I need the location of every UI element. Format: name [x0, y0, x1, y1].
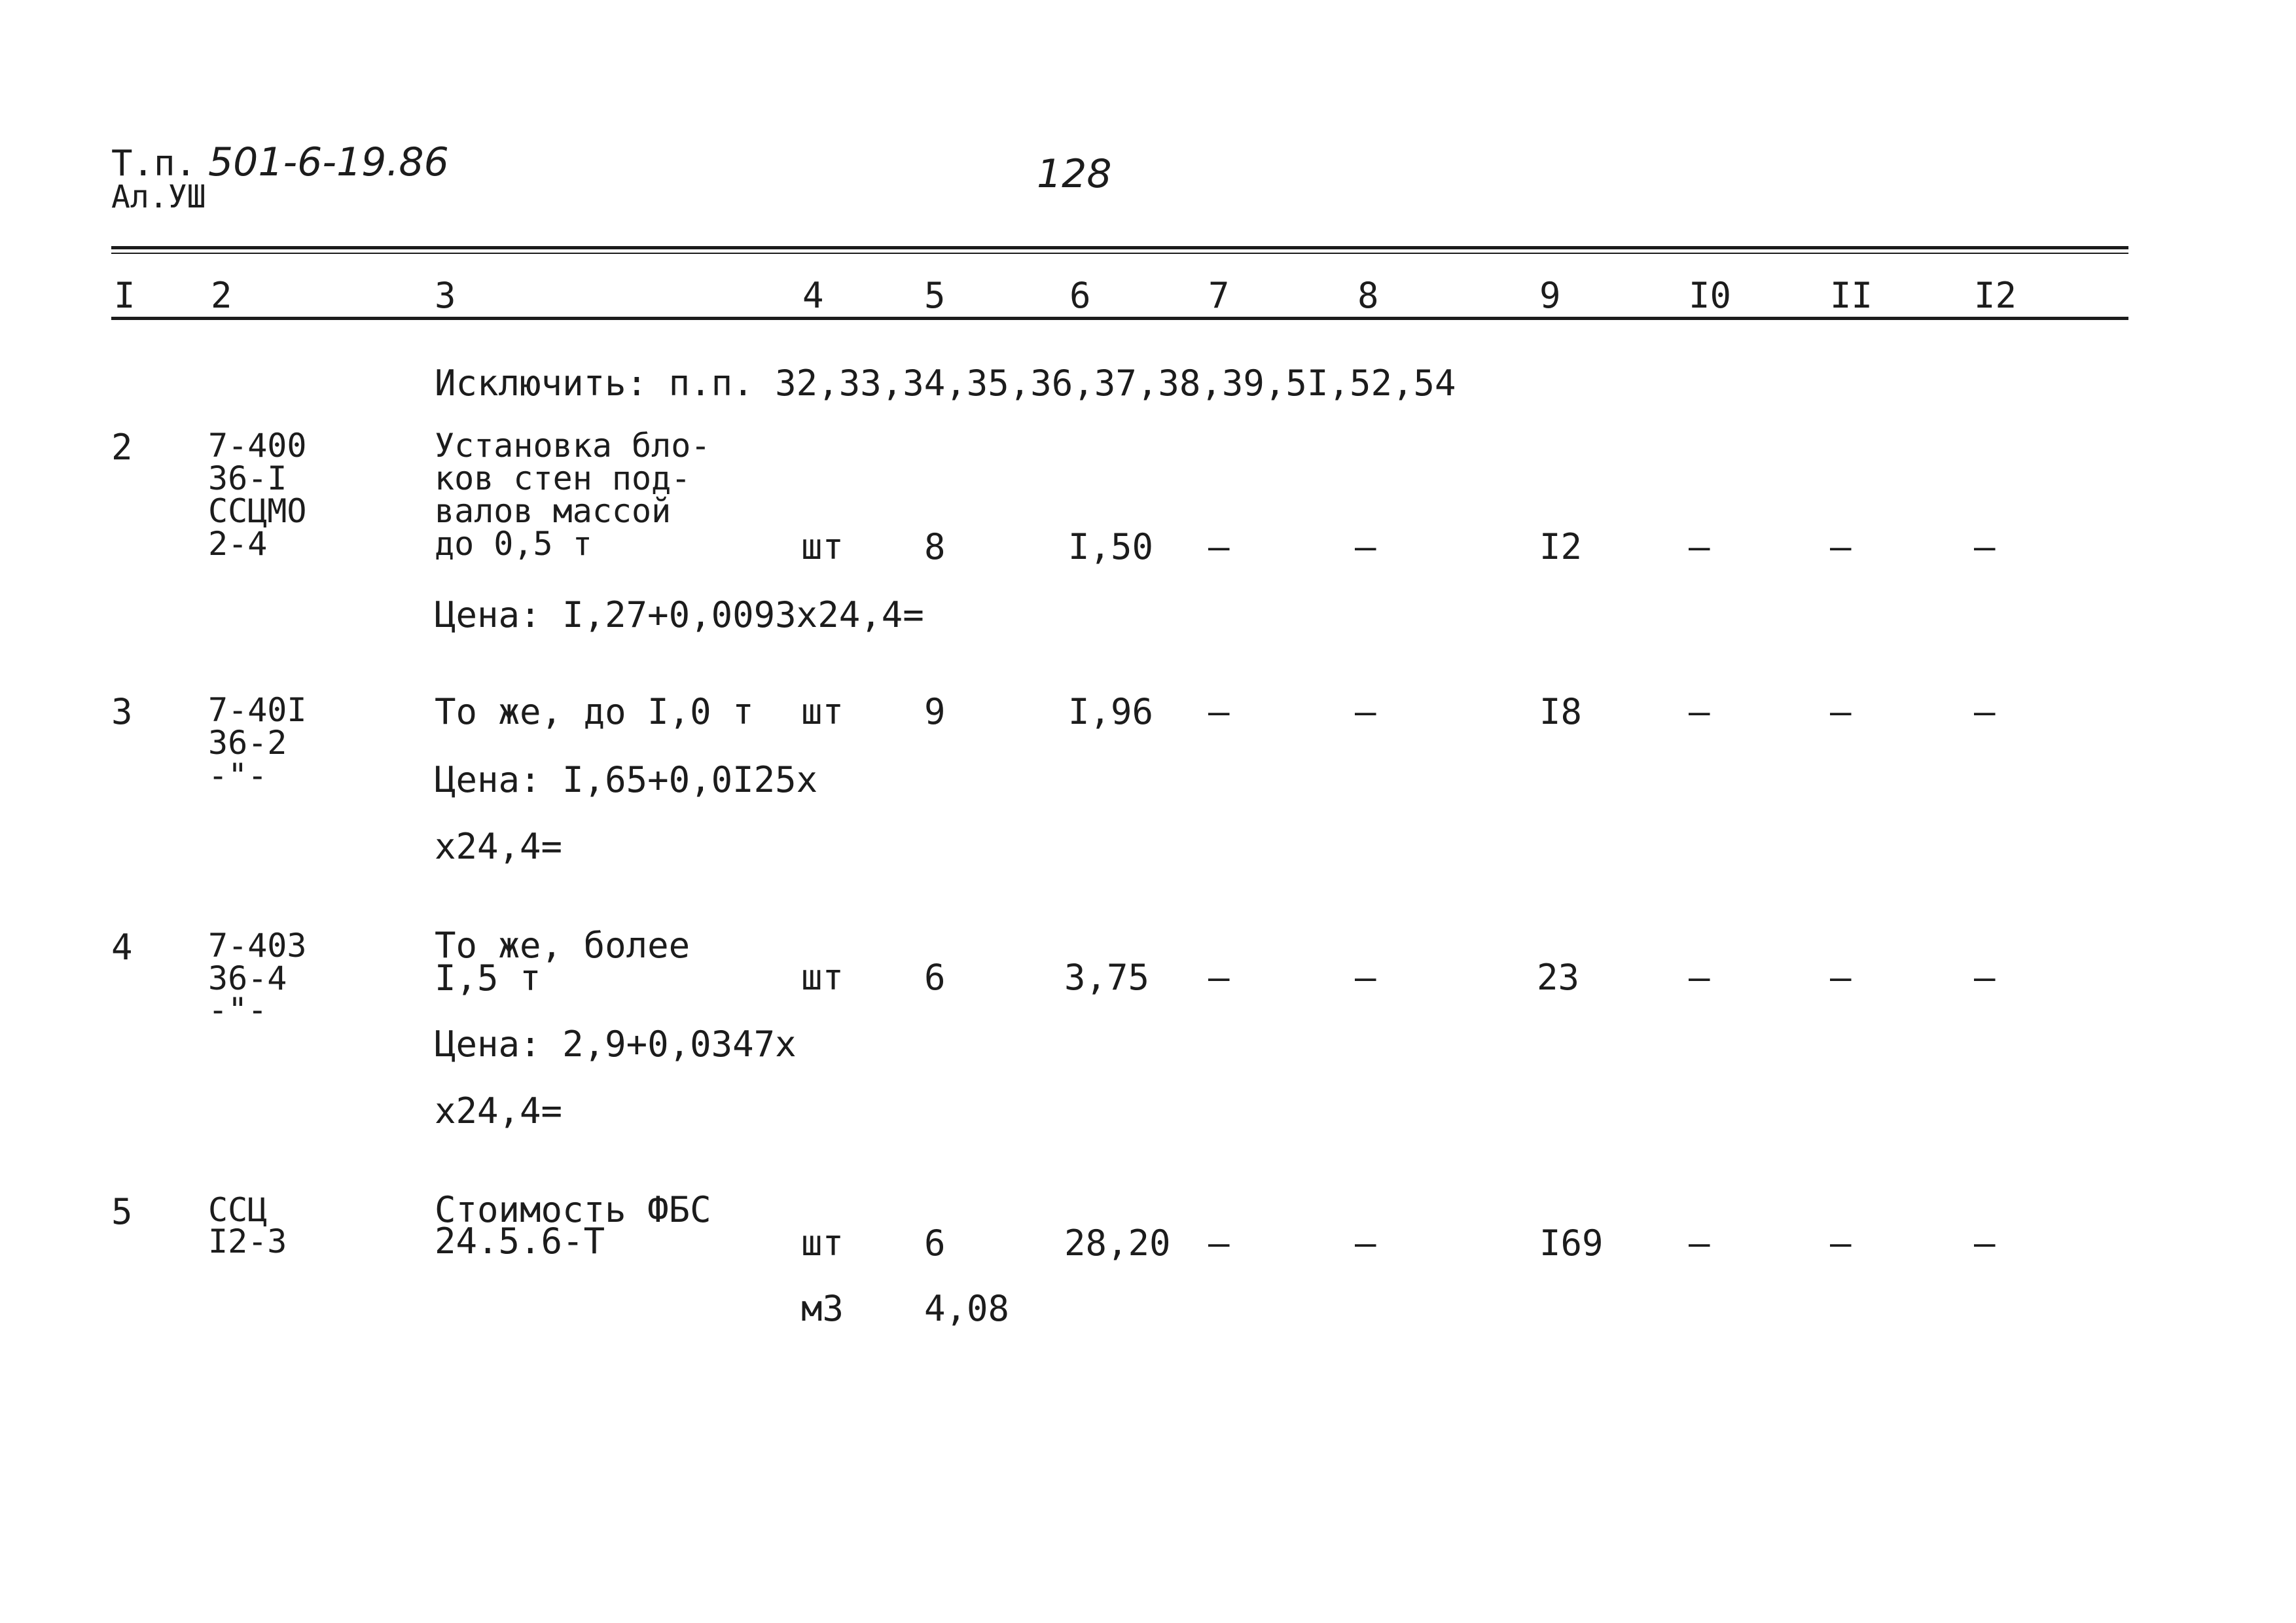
row-number: 4	[111, 927, 133, 968]
row-price: 3,75	[1064, 957, 1150, 998]
row-price-note: Цена: I,27+0,0093х24,4=	[435, 594, 924, 635]
row-desc-line: Установка бло-	[435, 427, 711, 465]
row-number: 2	[111, 427, 133, 468]
row-qty: 6	[924, 1222, 946, 1264]
column-header: I0	[1689, 275, 1732, 316]
column-header: 2	[211, 275, 232, 316]
row-col10: –	[1689, 691, 1710, 732]
column-header: 3	[435, 275, 456, 316]
row-desc-line: I,5 т	[435, 957, 541, 999]
row-col11: –	[1830, 957, 1852, 998]
row-desc-line: ков стен под-	[435, 459, 691, 497]
row-desc-line: 24.5.6-Т	[435, 1221, 605, 1262]
row-unit-secondary: м3	[801, 1288, 844, 1329]
row-unit: шт	[801, 1222, 844, 1264]
doc-tp-label: Т.п.	[111, 143, 197, 184]
row-desc-line: валов массой	[435, 492, 672, 530]
row-unit: шт	[801, 526, 844, 567]
row-col9: I69	[1539, 1222, 1604, 1264]
row-price-note: Цена: 2,9+0,0347х	[435, 1024, 797, 1065]
row-col12: –	[1974, 691, 1996, 732]
row-price-note: Цена: I,65+0,0I25х	[435, 759, 818, 800]
column-header: 8	[1357, 275, 1379, 316]
row-col12: –	[1974, 526, 1996, 567]
row-col9: I8	[1539, 691, 1583, 732]
row-col8: –	[1355, 691, 1376, 732]
page-number: 128	[1037, 151, 1112, 197]
row-price: I,50	[1068, 526, 1154, 567]
column-header: I2	[1974, 275, 2017, 316]
album-label: Ал.УШ	[111, 179, 206, 215]
column-header-rule	[111, 317, 2128, 320]
row-col7: –	[1208, 957, 1230, 998]
row-code-line: 2-4	[208, 525, 268, 563]
row-code-line: 36-4	[208, 959, 287, 997]
row-col8: –	[1355, 1222, 1376, 1264]
row-price: I,96	[1068, 691, 1154, 732]
project-number: 501-6-19.86	[208, 139, 449, 185]
column-header: 6	[1069, 275, 1091, 316]
row-col10: –	[1689, 526, 1710, 567]
row-code-line: 36-I	[208, 459, 287, 497]
row-col11: –	[1830, 1222, 1852, 1264]
row-unit: шт	[801, 691, 844, 732]
row-col7: –	[1208, 691, 1230, 732]
row-code-line: ССЦМО	[208, 492, 307, 530]
row-desc-line: Стоимость ФБС	[435, 1189, 711, 1230]
column-header: 9	[1539, 275, 1561, 316]
row-code-line: 36-2	[208, 724, 287, 762]
row-col11: –	[1830, 691, 1852, 732]
row-col7: –	[1208, 1222, 1230, 1264]
row-unit: шт	[801, 957, 844, 998]
row-price-note: х24,4=	[435, 1090, 563, 1132]
row-code-line: -"-	[208, 991, 268, 1029]
row-qty: 9	[924, 691, 946, 732]
row-code-line: 7-40I	[208, 691, 307, 729]
header-rule-top-thin	[111, 253, 2128, 254]
row-desc-line: То же, до I,0 т	[435, 691, 754, 732]
row-col9: 23	[1537, 957, 1580, 998]
row-number: 5	[111, 1191, 133, 1232]
row-code-line: -"-	[208, 757, 268, 794]
row-code-line: 7-403	[208, 927, 307, 965]
row-col11: –	[1830, 526, 1852, 567]
column-header: 5	[924, 275, 946, 316]
header-rule-top	[111, 246, 2128, 249]
row-col10: –	[1689, 957, 1710, 998]
row-code-line: ССЦ	[208, 1191, 268, 1229]
row-col8: –	[1355, 526, 1376, 567]
row-col12: –	[1974, 1222, 1996, 1264]
row-desc-line: То же, более	[435, 925, 691, 966]
row-code-line: I2-3	[208, 1222, 287, 1260]
row-col9: I2	[1539, 526, 1583, 567]
row-col7: –	[1208, 526, 1230, 567]
row-qty-secondary: 4,08	[924, 1288, 1010, 1329]
row-price: 28,20	[1064, 1222, 1171, 1264]
row-col8: –	[1355, 957, 1376, 998]
row-qty: 8	[924, 526, 946, 567]
row-qty: 6	[924, 957, 946, 998]
column-header: 4	[802, 275, 824, 316]
exclude-note: Исключить: п.п. 32,33,34,35,36,37,38,39,5I,52,54	[435, 363, 1456, 404]
row-desc-line: до 0,5 т	[435, 525, 592, 563]
column-header: 7	[1208, 275, 1230, 316]
row-number: 3	[111, 691, 133, 732]
row-code-line: 7-400	[208, 427, 307, 465]
row-col12: –	[1974, 957, 1996, 998]
row-col10: –	[1689, 1222, 1710, 1264]
column-header: I	[114, 275, 135, 316]
column-header: II	[1830, 275, 1873, 316]
row-price-note: х24,4=	[435, 826, 563, 867]
